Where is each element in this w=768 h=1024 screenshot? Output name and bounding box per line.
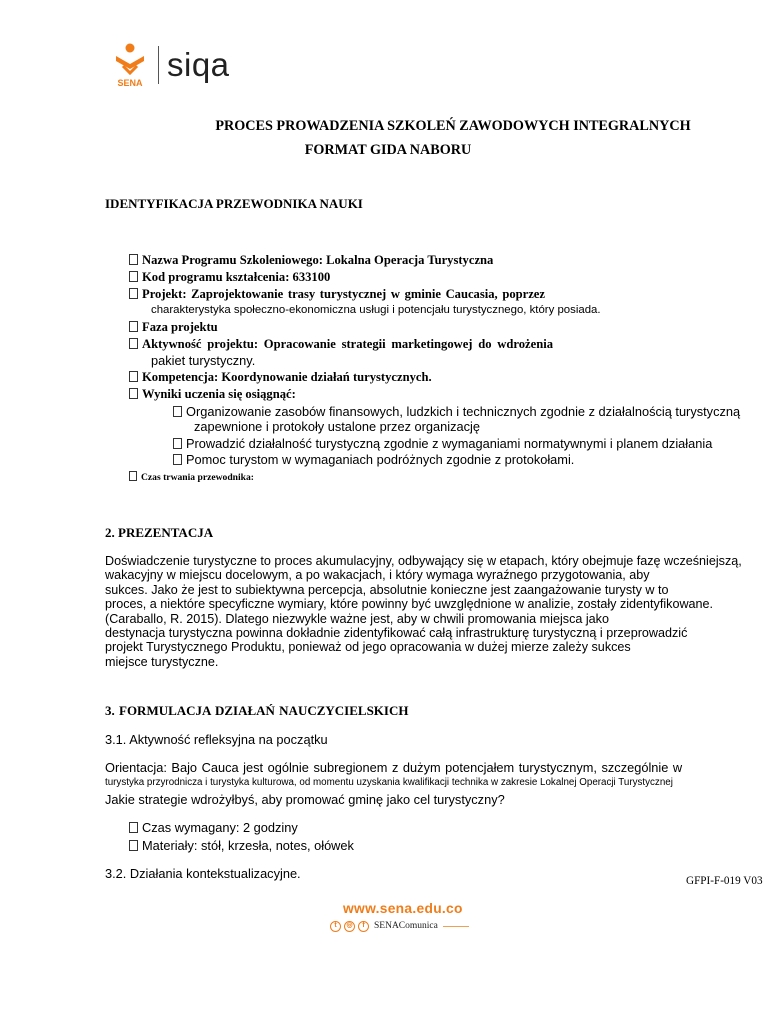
outcome-item-3: Pomoc turystom w wymaganiach podróżnych zgodnie z protokołami. — [173, 452, 574, 467]
section2-heading: 2. PREZENTACJA — [105, 525, 214, 540]
checkbox-icon — [129, 371, 138, 382]
paragraph-line: miejsce turystyczne. — [105, 654, 219, 669]
paragraph-line: wakacyjny w miejscu docelowym, a po wakacjach, i który wymaga wyraźnego przygotowania, aby — [105, 568, 650, 583]
activity-description: pakiet turystyczny. — [151, 353, 256, 368]
checkbox-icon — [129, 822, 138, 833]
project-description: charakterystyka społeczno-ekonomiczna usługi i potencjału turystycznego, który posiada. — [151, 304, 601, 316]
website-link[interactable]: www.sena.edu.co — [343, 901, 463, 916]
list-item-outcomes: Wyniki uczenia się osiągnąć: — [129, 387, 296, 402]
twitter-icon[interactable]: t — [330, 921, 341, 932]
checkbox-icon — [129, 471, 137, 481]
checkbox-icon — [173, 454, 182, 465]
paragraph-line: sukces. Jako że jest to subiektywna percepcja, absolutnie konieczne jest zaangażowanie turysty w to — [105, 582, 669, 597]
handle-underline — [443, 926, 469, 927]
outcome-item-1-cont: zapewnione i protokoły ustalone przez organizację — [194, 419, 480, 434]
orientation-line-2: turystyka przyrodnicza i turystyka kulturowa, od momentu uzyskania kwalifikacji technika w zakresie Lokalnej Operacji Turystycznej — [105, 777, 673, 788]
form-code: GFPI-F-019 V03 — [686, 875, 763, 887]
checkbox-icon — [173, 406, 182, 417]
list-item-time: Czas wymagany: 2 godziny — [129, 820, 298, 835]
checkbox-icon — [129, 840, 138, 851]
checkbox-icon — [129, 338, 138, 349]
checkbox-icon — [129, 388, 138, 399]
presentation-paragraph — [105, 554, 742, 669]
sena-label: SENA — [117, 78, 143, 88]
section1-heading: IDENTYFIKACJA PRZEWODNIKA NAUKI — [105, 196, 363, 211]
facebook-icon[interactable]: f — [358, 921, 369, 932]
checkbox-icon — [129, 288, 138, 299]
list-item-duration: Czas trwania przewodnika: — [129, 471, 254, 483]
section3-heading: 3. FORMULACJA DZIAŁAŃ NAUCZYCIELSKICH — [105, 703, 409, 718]
outcome-item-2: Prowadzić działalność turystyczną zgodnie z wymaganiami normatywnymi i planem działania — [173, 436, 712, 451]
checkbox-icon — [129, 271, 138, 282]
paragraph-line: Doświadczenie turystyczne to proces akumulacyjny, odbywający się w etapach, który obejmuje fazę wcześniejszą, — [105, 554, 742, 568]
instagram-icon[interactable]: ◎ — [344, 921, 355, 932]
list-item-activity: Aktywność projektu: Opracowanie strategii marketingowej do wdrożenia — [129, 337, 553, 352]
checkbox-icon — [129, 321, 138, 332]
checkbox-icon — [129, 254, 138, 265]
social-links — [330, 919, 469, 933]
list-item-phase: Faza projektu — [129, 320, 218, 335]
sena-logo-icon — [110, 42, 150, 88]
list-item-project: Projekt: Zaprojektowanie trasy turystycznej w gminie Caucasia, poprzez — [129, 287, 545, 302]
document-title: PROCES PROWADZENIA SZKOLEŃ ZAWODOWYCH INTEGRALNYCH — [215, 118, 691, 134]
brand-siqa: siqa — [167, 46, 230, 83]
outcome-item-1: Organizowanie zasobów finansowych, ludzkich i technicznych zgodnie z działalnością turystyczną — [173, 404, 740, 419]
subsection-3-1: 3.1. Aktywność refleksyjna na początku — [105, 732, 328, 747]
list-item-materials: Materiały: stół, krzesła, notes, ołówek — [129, 838, 354, 853]
orientation-question: Jakie strategie wdrożyłbyś, aby promować gminę jako cel turystyczny? — [105, 792, 505, 807]
logo-divider — [158, 46, 159, 84]
paragraph-line: proces, a niektóre specyficzne wymiary, które powinny być uwzględnione w analizie, zostały zidentyfikowane. — [105, 597, 714, 612]
social-handle: SENAComunica — [374, 921, 438, 931]
orientation-line-1: Orientacja: Bajo Cauca jest ogólnie subregionem z dużym potencjałem turystycznym, szczególnie w — [105, 760, 683, 775]
checkbox-icon — [173, 438, 182, 449]
document-subtitle: FORMAT GIDA NABORU — [304, 142, 472, 158]
subsection-3-2: 3.2. Działania kontekstualizacyjne. — [105, 866, 301, 881]
paragraph-line: projekt Turystycznego Produktu, ponieważ od jego opracowania w dużej mierze zależy sukces — [105, 640, 631, 655]
paragraph-line: (Caraballo, R. 2015). Dlatego niezwykle ważne jest, aby w chwili promowania miejsca jako — [105, 611, 609, 626]
list-item-program-name: Nazwa Programu Szkoleniowego: Lokalna Operacja Turystyczna — [129, 253, 493, 268]
list-item-program-code: Kod programu kształcenia: 633100 — [129, 270, 330, 285]
paragraph-line: destynacja turystyczna powinna dokładnie zidentyfikować całą infrastrukturę turystyczną i przeprowadzić — [105, 626, 688, 641]
list-item-competence: Kompetencja: Koordynowanie działań turystycznych. — [129, 370, 432, 385]
